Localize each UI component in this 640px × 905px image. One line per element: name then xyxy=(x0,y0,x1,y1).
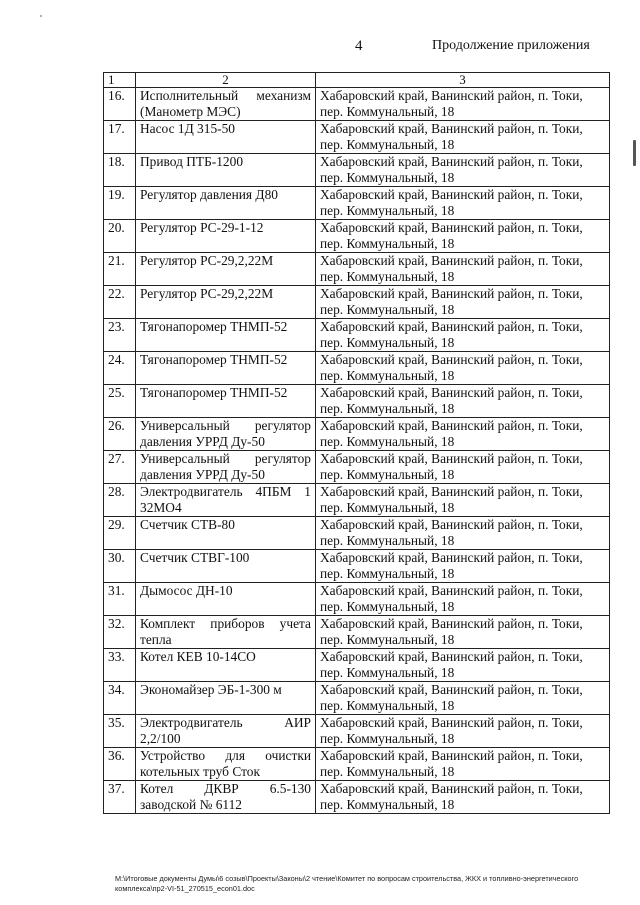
column-header-number: 1 xyxy=(104,73,136,88)
table-row xyxy=(104,418,610,451)
row-number: 16. xyxy=(104,88,136,121)
column-header-address: 3 xyxy=(316,73,610,88)
equipment-address: Хабаровский край, Ванинский район, п. Токи, пер. Коммунальный, 18 xyxy=(316,781,610,814)
equipment-name: Регулятор РС-29,2,22М xyxy=(136,286,316,319)
row-number: 21. xyxy=(104,253,136,286)
row-number: 35. xyxy=(104,715,136,748)
table-row xyxy=(104,517,610,550)
continuation-label: Продолжение приложения xyxy=(432,38,590,53)
table-row xyxy=(104,715,610,748)
equipment-address: Хабаровский край, Ванинский район, п. Токи, пер. Коммунальный, 18 xyxy=(316,484,610,517)
equipment-address: Хабаровский край, Ванинский район, п. Токи, пер. Коммунальный, 18 xyxy=(316,616,610,649)
equipment-address: Хабаровский край, Ванинский район, п. Токи, пер. Коммунальный, 18 xyxy=(316,220,610,253)
row-number: 29. xyxy=(104,517,136,550)
equipment-name: Дымосос ДН-10 xyxy=(136,583,316,616)
equipment-address: Хабаровский край, Ванинский район, п. Токи, пер. Коммунальный, 18 xyxy=(316,517,610,550)
equipment-address: Хабаровский край, Ванинский район, п. Токи, пер. Коммунальный, 18 xyxy=(316,121,610,154)
row-number: 32. xyxy=(104,616,136,649)
table-row xyxy=(104,616,610,649)
equipment-address: Хабаровский край, Ванинский район, п. Токи, пер. Коммунальный, 18 xyxy=(316,451,610,484)
equipment-address: Хабаровский край, Ванинский район, п. Токи, пер. Коммунальный, 18 xyxy=(316,550,610,583)
equipment-name: Электродвигатель 4ПБМ 1 32МО4 xyxy=(136,484,316,517)
page-number: 4 xyxy=(355,38,363,54)
table-row xyxy=(104,253,610,286)
equipment-name: Привод ПТБ-1200 xyxy=(136,154,316,187)
equipment-name: Регулятор РС-29,2,22М xyxy=(136,253,316,286)
equipment-address: Хабаровский край, Ванинский район, п. Токи, пер. Коммунальный, 18 xyxy=(316,748,610,781)
equipment-name: Регулятор давления Д80 xyxy=(136,187,316,220)
equipment-address: Хабаровский край, Ванинский район, п. Токи, пер. Коммунальный, 18 xyxy=(316,583,610,616)
table-row xyxy=(104,385,610,418)
scan-speck xyxy=(40,15,42,17)
equipment-name: Насос 1Д 315-50 xyxy=(136,121,316,154)
table-row xyxy=(104,88,610,121)
equipment-address: Хабаровский край, Ванинский район, п. Токи, пер. Коммунальный, 18 xyxy=(316,352,610,385)
equipment-address: Хабаровский край, Ванинский район, п. Токи, пер. Коммунальный, 18 xyxy=(316,649,610,682)
table-header-row xyxy=(104,73,610,88)
table-row xyxy=(104,649,610,682)
row-number: 33. xyxy=(104,649,136,682)
table-row xyxy=(104,781,610,814)
equipment-table xyxy=(103,72,610,814)
equipment-name: Электродвигатель АИР 2,2/100 xyxy=(136,715,316,748)
column-header-name: 2 xyxy=(136,73,316,88)
table-row xyxy=(104,550,610,583)
equipment-name: Счетчик СТВГ-100 xyxy=(136,550,316,583)
equipment-name: Исполнительный механизм (Манометр МЭС) xyxy=(136,88,316,121)
equipment-name: Котел КЕВ 10-14СО xyxy=(136,649,316,682)
table-row xyxy=(104,121,610,154)
row-number: 23. xyxy=(104,319,136,352)
row-number: 22. xyxy=(104,286,136,319)
table-row xyxy=(104,154,610,187)
table-row xyxy=(104,583,610,616)
row-number: 27. xyxy=(104,451,136,484)
equipment-name: Котел ДКВР 6.5-130 заводской № 6112 xyxy=(136,781,316,814)
table-row xyxy=(104,220,610,253)
scan-speck xyxy=(633,140,636,166)
equipment-address: Хабаровский край, Ванинский район, п. Токи, пер. Коммунальный, 18 xyxy=(316,286,610,319)
table-row xyxy=(104,352,610,385)
row-number: 28. xyxy=(104,484,136,517)
table-row xyxy=(104,451,610,484)
table-row xyxy=(104,286,610,319)
table-row xyxy=(104,748,610,781)
table-row xyxy=(104,319,610,352)
equipment-address: Хабаровский край, Ванинский район, п. Токи, пер. Коммунальный, 18 xyxy=(316,187,610,220)
row-number: 20. xyxy=(104,220,136,253)
row-number: 34. xyxy=(104,682,136,715)
equipment-name: Универсальный регулятор давления УРРД Ду-50 xyxy=(136,418,316,451)
equipment-name: Экономайзер ЭБ-1-300 м xyxy=(136,682,316,715)
row-number: 36. xyxy=(104,748,136,781)
equipment-address: Хабаровский край, Ванинский район, п. Токи, пер. Коммунальный, 18 xyxy=(316,385,610,418)
table-row xyxy=(104,187,610,220)
table-row xyxy=(104,682,610,715)
row-number: 25. xyxy=(104,385,136,418)
equipment-address: Хабаровский край, Ванинский район, п. Токи, пер. Коммунальный, 18 xyxy=(316,682,610,715)
equipment-address: Хабаровский край, Ванинский район, п. Токи, пер. Коммунальный, 18 xyxy=(316,715,610,748)
row-number: 24. xyxy=(104,352,136,385)
document-path-footer: М:\Итоговые документы Думы\6 созыв\Проекты\Законы\2 чтение\Комитет по вопросам строительства, ЖКХ и топливно-энергетического комплекса\пр2-VI-51_270515_econ01.doc xyxy=(115,874,579,893)
equipment-name: Тягонапоромер ТНМП-52 xyxy=(136,352,316,385)
row-number: 17. xyxy=(104,121,136,154)
equipment-address: Хабаровский край, Ванинский район, п. Токи, пер. Коммунальный, 18 xyxy=(316,253,610,286)
equipment-name: Регулятор РС-29-1-12 xyxy=(136,220,316,253)
equipment-address: Хабаровский край, Ванинский район, п. Токи, пер. Коммунальный, 18 xyxy=(316,88,610,121)
equipment-address: Хабаровский край, Ванинский район, п. Токи, пер. Коммунальный, 18 xyxy=(316,319,610,352)
row-number: 37. xyxy=(104,781,136,814)
table-row xyxy=(104,484,610,517)
row-number: 31. xyxy=(104,583,136,616)
equipment-name: Универсальный регулятор давления УРРД Ду-50 xyxy=(136,451,316,484)
row-number: 30. xyxy=(104,550,136,583)
equipment-name: Счетчик СТВ-80 xyxy=(136,517,316,550)
equipment-name: Комплект приборов учета тепла xyxy=(136,616,316,649)
equipment-name: Устройство для очистки котельных труб Сток xyxy=(136,748,316,781)
equipment-name: Тягонапоромер ТНМП-52 xyxy=(136,319,316,352)
row-number: 19. xyxy=(104,187,136,220)
equipment-name: Тягонапоромер ТНМП-52 xyxy=(136,385,316,418)
equipment-address: Хабаровский край, Ванинский район, п. Токи, пер. Коммунальный, 18 xyxy=(316,154,610,187)
row-number: 26. xyxy=(104,418,136,451)
equipment-address: Хабаровский край, Ванинский район, п. Токи, пер. Коммунальный, 18 xyxy=(316,418,610,451)
row-number: 18. xyxy=(104,154,136,187)
